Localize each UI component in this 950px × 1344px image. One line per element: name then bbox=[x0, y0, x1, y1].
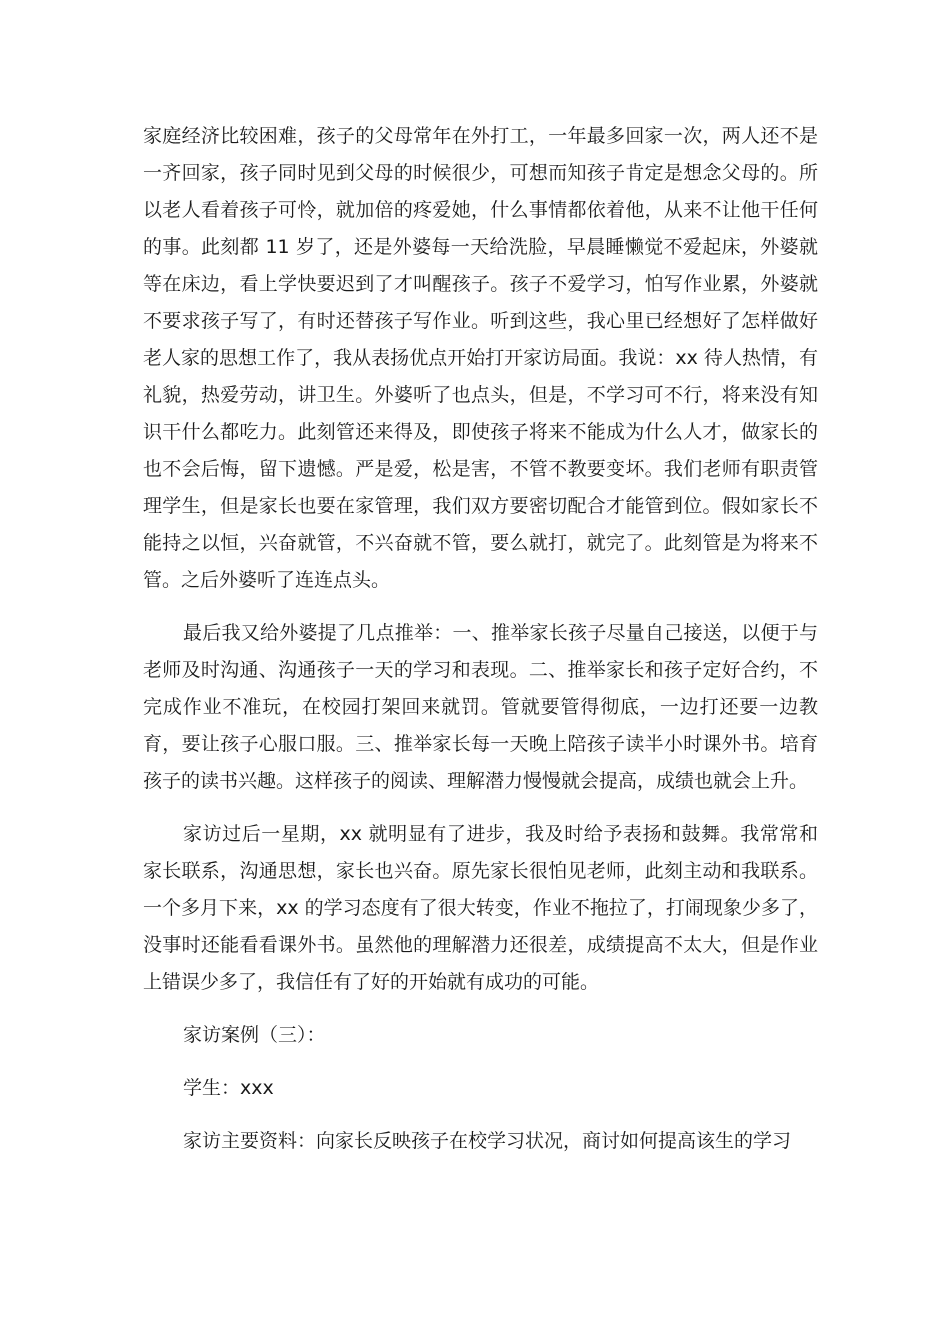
paragraph-suggestions: 最后我又给外婆提了几点推举：一、推举家长孩子尽量自己接送，以便于与老师及时沟通、沟通孩子一天的学习和表现。二、推举家长和孩子定好合约，不完成作业不准玩，在校园打架回来就罚。管就要管得彻底，一边打还要一边教育，要让孩子心服口服。三、推举家长每一天晚上陪孩子读半小时课外书。培育孩子的读书兴趣。这样孩子的阅读、理解潜力慢慢就会提高，成绩也就会上升。 bbox=[143, 622, 818, 792]
paragraph-progress: 家访过后一星期，xx 就明显有了进步，我及时给予表扬和鼓舞。我常常和家长联系，沟通思想，家长也兴奋。原先家长很怕见老师，此刻主动和我联系。一个多月下来，xx 的学习态度有了很大转变，作业不拖拉了，打闹现象少多了，没事时还能看看课外书。虽然他的理解潜力还很差，成绩提高不太大，但是作业上错误少多了，我信任有了好的开始就有成功的可能。 bbox=[143, 823, 818, 993]
document-body bbox=[143, 118, 818, 1176]
paragraph-family-situation: 家庭经济比较困难，孩子的父母常年在外打工，一年最多回家一次，两人还不是一齐回家，孩子同时见到父母的时候很少，可想而知孩子肯定是想念父母的。所以老人看着孩子可怜，就加倍的疼爱她，什么事情都依着他，从来不让他干任何的事。此刻都 11 岁了，还是外婆每一天给洗脸，早晨睡懒觉不爱起床，外婆就等在床边，看上学快要迟到了才叫醒孩子。孩子不爱学习，怕写作业累，外婆就不要求孩子写了，有时还替孩子写作业。听到这些，我心里已经想好了怎样做好老人家的思想工作了，我从表扬优点开始打开家访局面。我说：xx 待人热情，有礼貌，热爱劳动，讲卫生。外婆听了也点头，但是，不学习可不行，将来没有知识干什么都吃力。此刻管还来得及，即使孩子将来不能成为什么人才，做家长的也不会后悔，留下遗憾。严是爱，松是害，不管不教要变坏。我们老师有职责管理学生，但是家长也要在家管理，我们双方要密切配合才能管到位。假如家长不能持之以恒，兴奋就管，不兴奋就不管，要么就打，就完了。此刻管是为将来不管。之后外婆听了连连点头。 bbox=[143, 125, 818, 591]
visit-main-content-line: 家访主要资料：向家长反映孩子在校学习状况，商讨如何提高该生的学习 bbox=[183, 1130, 792, 1152]
section-heading-case-three: 家访案例（三）： bbox=[183, 1024, 326, 1046]
student-name-line: 学生：xxx bbox=[183, 1077, 274, 1099]
